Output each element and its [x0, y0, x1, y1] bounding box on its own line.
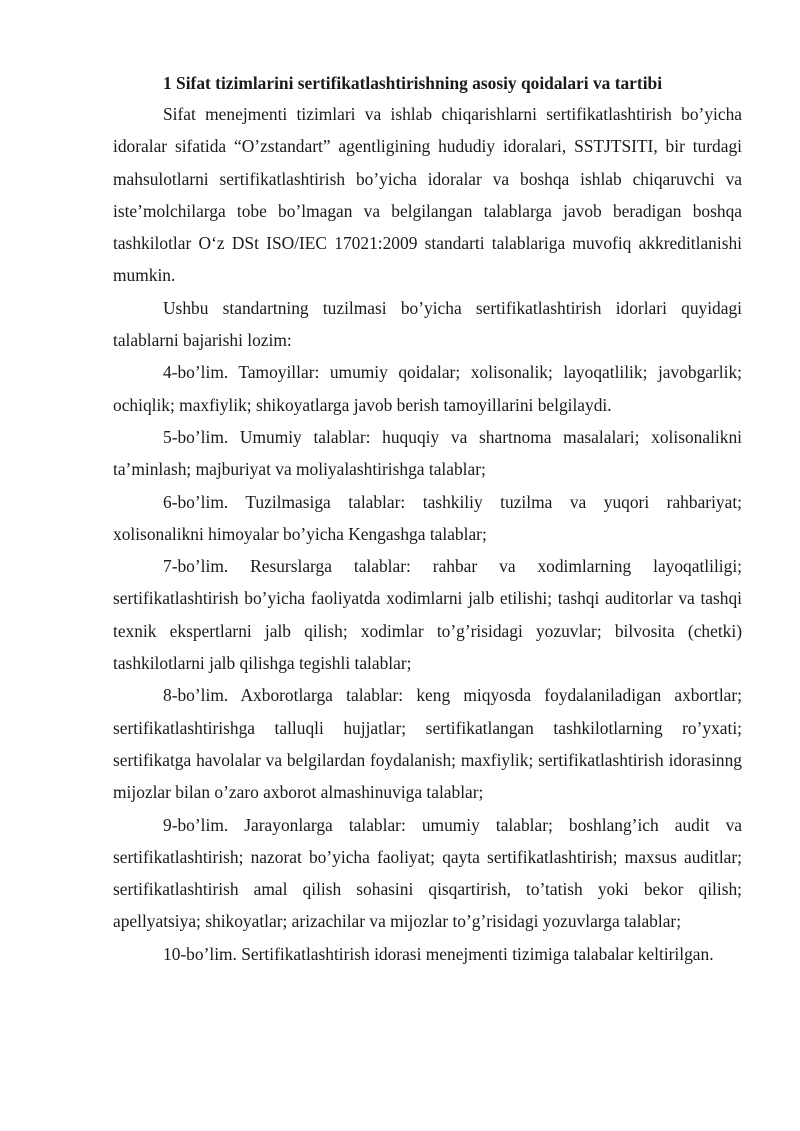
paragraph-section-4: 4-bo’lim. Tamoyillar: umumiy qoidalar; xolisonalik; layoqatlilik; javobgarlik; ochiqlik; maxfiylik; shikoyatlarga javob berish tamoyillarini belgilaydi. — [113, 362, 742, 415]
paragraph-section-6: 6-bo’lim. Tuzilmasiga talablar: tashkiliy tuzilma va yuqori rahbariyat; xolisonalikni himoyalar bo’yicha Kengashga talablar; — [113, 491, 742, 544]
paragraph-section-8: 8-bo’lim. Axborotlarga talablar: keng miqyosda foydalaniladigan axbortlar; sertifikatlashtirishga talluqli hujjatlar; sertifikatlangan tashkilotlarning ro’yxati; sertifikatga havolalar va belgilardan foydalanish; maxfiylik; sertifikatlashtirish idorasinng mijozlar bilan o’zaro axborot almashinuviga talablar; — [113, 685, 742, 803]
section-heading: 1 Sifat tizimlarini sertifikatlashtirishning asosiy qoidalari va tartibi — [163, 73, 663, 93]
paragraph-section-5: 5-bo’lim. Umumiy talablar: huquqiy va shartnoma masalalari; xolisonalikni ta’minlash; majburiyat va moliyalashtirishga talablar; — [113, 426, 742, 480]
document-page — [113, 68, 742, 970]
paragraph-standard-structure: Ushbu standartning tuzilmasi bo’yicha sertifikatlashtirish idorlari quyidagi talablarni bajarishi lozim: — [113, 297, 742, 351]
paragraph-section-10: 10-bo’lim. Sertifikatlashtirish idorasi menejmenti tizimiga talabalar keltirilgan. — [163, 943, 714, 964]
paragraph-intro: Sifat menejmenti tizimlari va ishlab chiqarishlarni sertifikatlashtirish bo’yicha idoralar sifatida “O’zstandart” agentligining hududiy idoralari, SSTJTSITI, bir turdagi mahsulotlarni sertifikatlashtirish bo’yicha idoralar va boshqa ishlab chiqaruvchi va iste’molchilarga tobe bo’lmagan va belgilangan talablarga javob beradigan boshqa tashkilotlar O‘z DSt ISO/IEC 17021:2009 standarti talablariga muvofiq akkreditlanishi mumkin. — [113, 104, 742, 286]
paragraph-section-7: 7-bo’lim. Resurslarga talablar: rahbar va xodimlarning layoqatliligi; sertifikatlashtirish bo’yicha faoliyatda xodimlarni jalb etilishi; tashqi auditorlar va tashqi texnik ekspertlarni jalb qilish; xodimlar to’g’risidagi yozuvlar; bilvosita (chetki) tashkilotlarni jalb qilishga tegishli talablar; — [113, 556, 742, 674]
paragraph-section-9: 9-bo’lim. Jarayonlarga talablar: umumiy talablar; boshlang’ich audit va sertifikatlashtirish; nazorat bo’yicha faoliyat; qayta sertifikatlashtirish; maxsus auditlar; sertifikatlashtirish amal qilish sohasini qisqartirish, to’tatish yoki bekor qilish; apellyatsiya; shikoyatlar; arizachilar va mijozlar to’g’risidagi yozuvlarga talablar; — [113, 814, 742, 932]
